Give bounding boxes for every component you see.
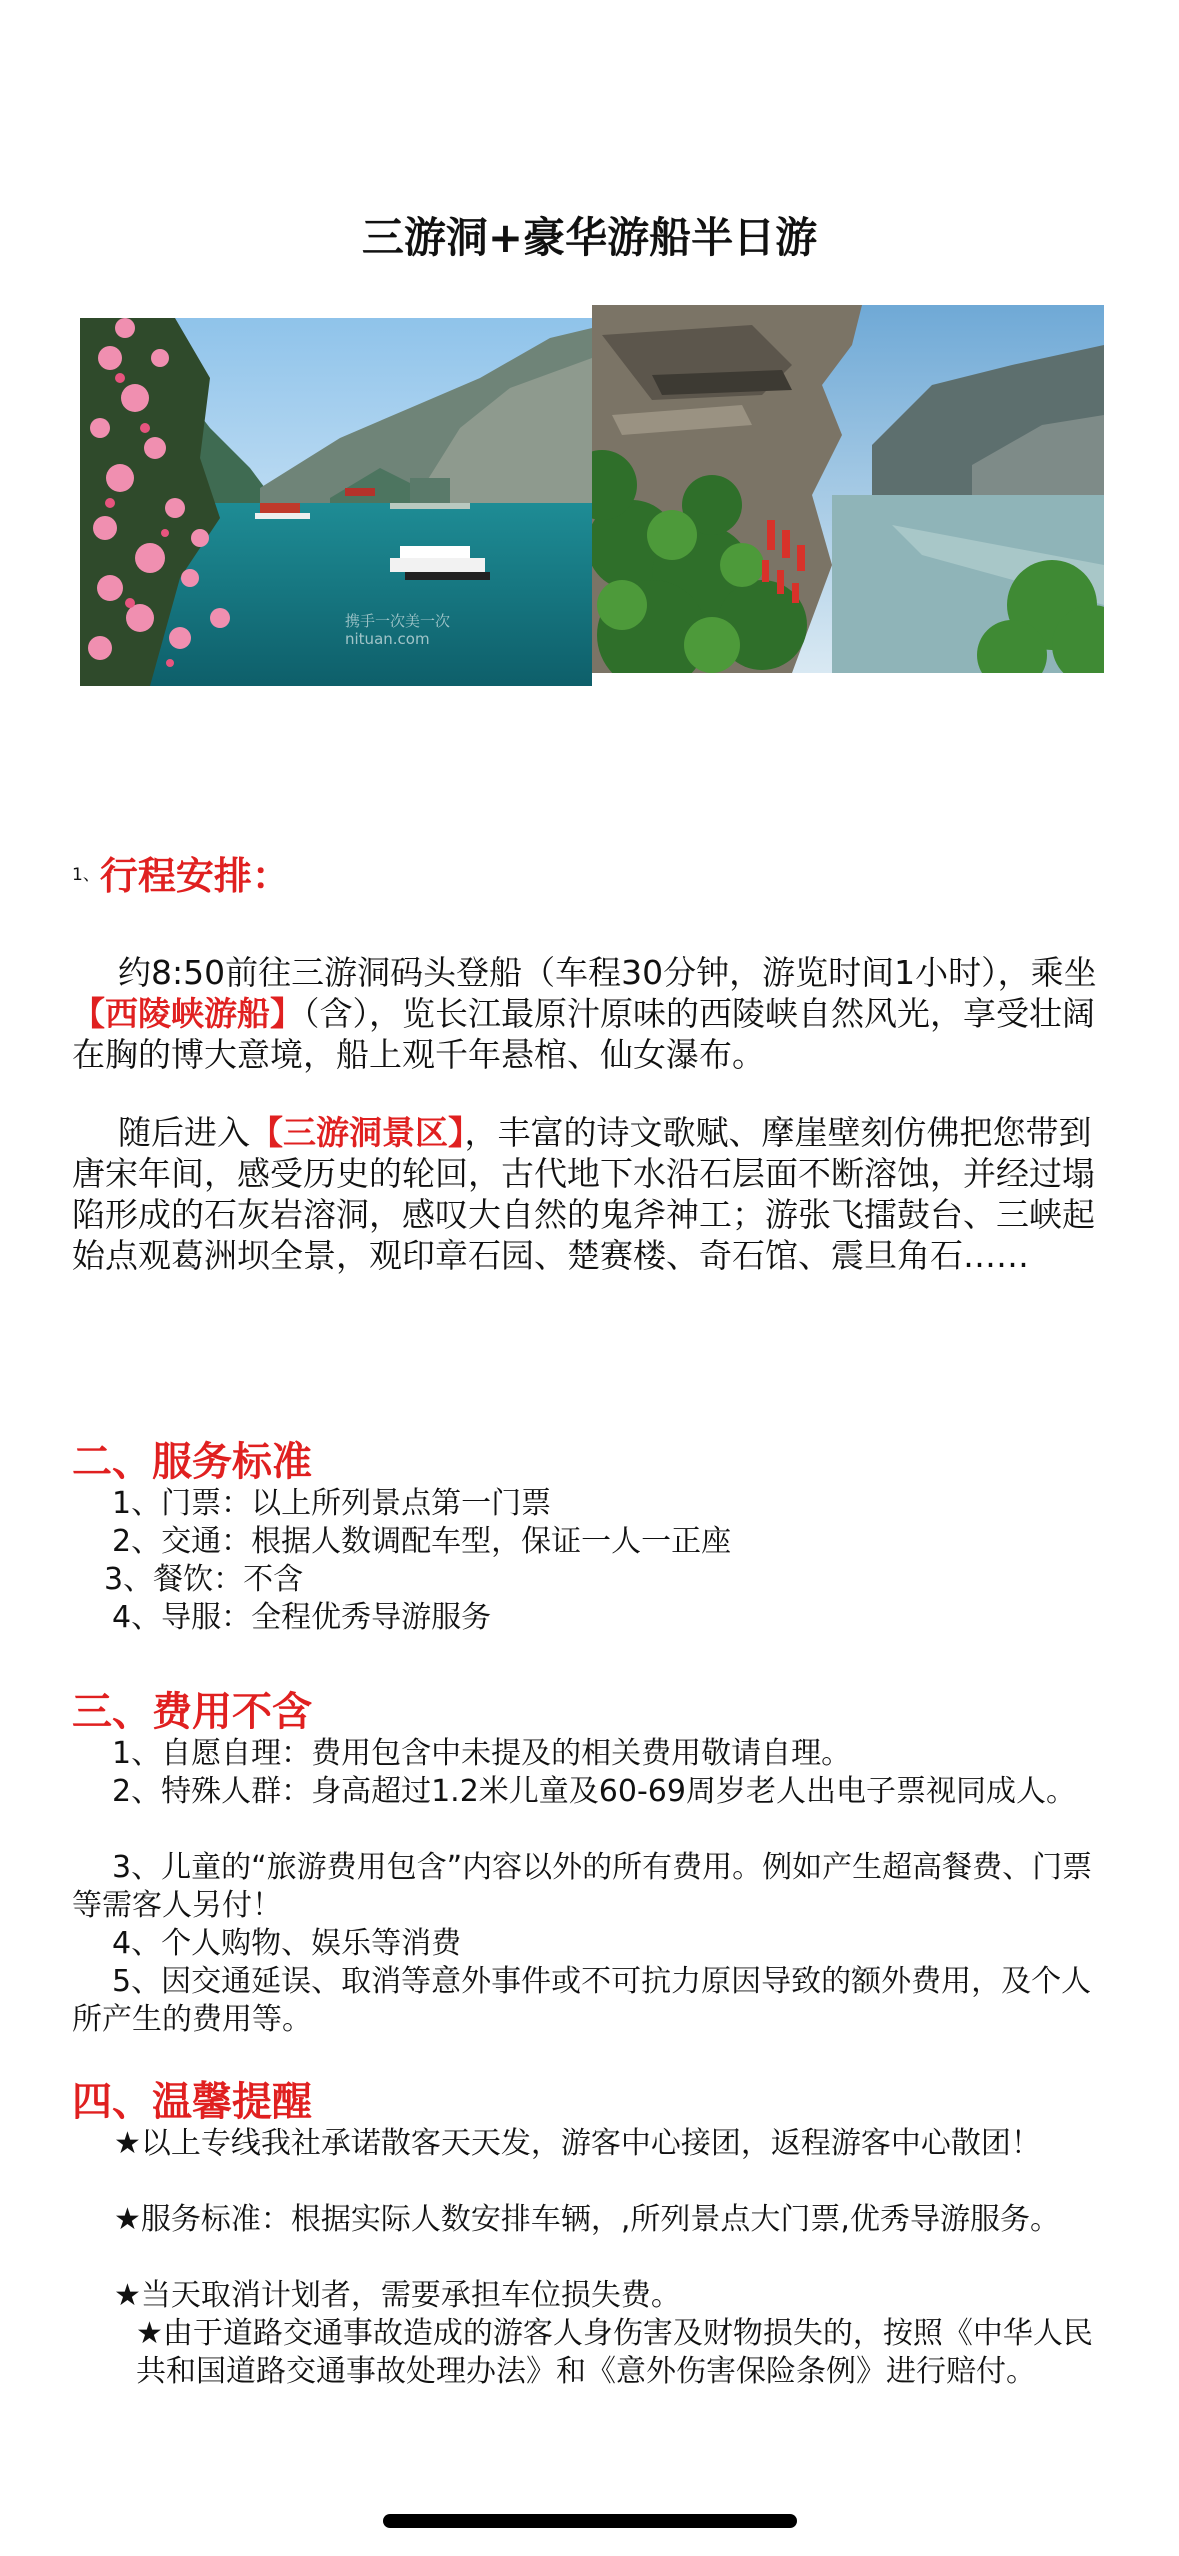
cliff-river-photo	[592, 305, 1104, 673]
list-item: 1、自愿自理：费用包含中未提及的相关费用敬请自理。	[112, 1736, 852, 1771]
list-item: 1、门票：以上所列景点第一门票	[112, 1486, 552, 1521]
list-item: ★由于道路交通事故造成的游客人身伤害及财物损失的，按照《中华人民共和国道路交通事故处理办法》和《意外伤害保险条例》进行赔付。	[136, 2316, 1093, 2389]
home-indicator[interactable]	[383, 2514, 797, 2528]
watermark-line-1: 携手一次美一次	[345, 612, 451, 630]
para-text: 随后进入	[118, 1113, 250, 1152]
list-item: 2、特殊人群：身高超过1.2米儿童及60-69周岁老人出电子票视同成人。	[112, 1774, 1076, 1809]
highlight-sanyou-cave: 【三游洞景区】	[250, 1113, 465, 1152]
list-item: 3、儿童的“旅游费用包含”内容以外的所有费用。例如产生超高餐费、门票等需客人另付！	[72, 1850, 1093, 1923]
list-item: ★以上专线我社承诺散客天天发，游客中心接团，返程游客中心散团！	[114, 2126, 1041, 2161]
para-text: ，丰富的诗文歌赋、摩崖壁刻仿佛把您带到唐宋年间，感受历史的轮回，古代地下水沿石层面不断溶蚀，并经过塌陷形成的石灰岩溶洞，感叹大自然的鬼斧神工；游张飞擂鼓台、三峡起始点观葛洲坝全景，观印章石园、楚赛楼、奇石馆、震旦角石……	[72, 1113, 1095, 1275]
itinerary-heading	[72, 845, 290, 900]
list-item: 4、导服：全程优秀导游服务	[112, 1600, 492, 1635]
itinerary-paragraph-2	[72, 1112, 1112, 1276]
photo-watermark	[345, 612, 450, 648]
service-standard-heading: 二、服务标准	[72, 1439, 312, 1485]
itinerary-paragraph-1	[72, 952, 1112, 1075]
fee-excluded-heading: 三、费用不含	[72, 1689, 312, 1735]
section-heading: 行程安排：	[99, 854, 290, 898]
list-item: 3、餐饮：不含	[104, 1562, 304, 1597]
list-item: ★当天取消计划者，需要承担车位损失费。	[114, 2278, 681, 2313]
list-item: 4、个人购物、娱乐等消费	[112, 1926, 462, 1961]
para-text: （含），览长江最原汁原味的西陵峡自然风光，享受壮阔在胸的博大意境，船上观千年悬棺、仙女瀑布。	[72, 994, 1095, 1074]
gorge-boats-photo	[80, 318, 592, 686]
section-number: 1、	[72, 865, 100, 885]
watermark-line-2: nituan.com	[345, 630, 430, 648]
page-title: 三游洞+豪华游船半日游	[361, 213, 818, 262]
list-item: 2、交通：根据人数调配车型，保证一人一正座	[112, 1524, 732, 1559]
reminder-heading: 四、温馨提醒	[72, 2079, 312, 2125]
highlight-xiling-boat: 【西陵峡游船】	[72, 994, 303, 1033]
list-item: 5、因交通延误、取消等意外事件或不可抗力原因导致的额外费用，及个人所产生的费用等。	[72, 1964, 1092, 2037]
list-item: ★服务标准：根据实际人数安排车辆，,所列景点大门票,优秀导游服务。	[114, 2202, 1060, 2237]
para-text: 约8:50前往三游洞码头登船（车程30分钟，游览时间1小时），乘坐	[118, 953, 1097, 992]
